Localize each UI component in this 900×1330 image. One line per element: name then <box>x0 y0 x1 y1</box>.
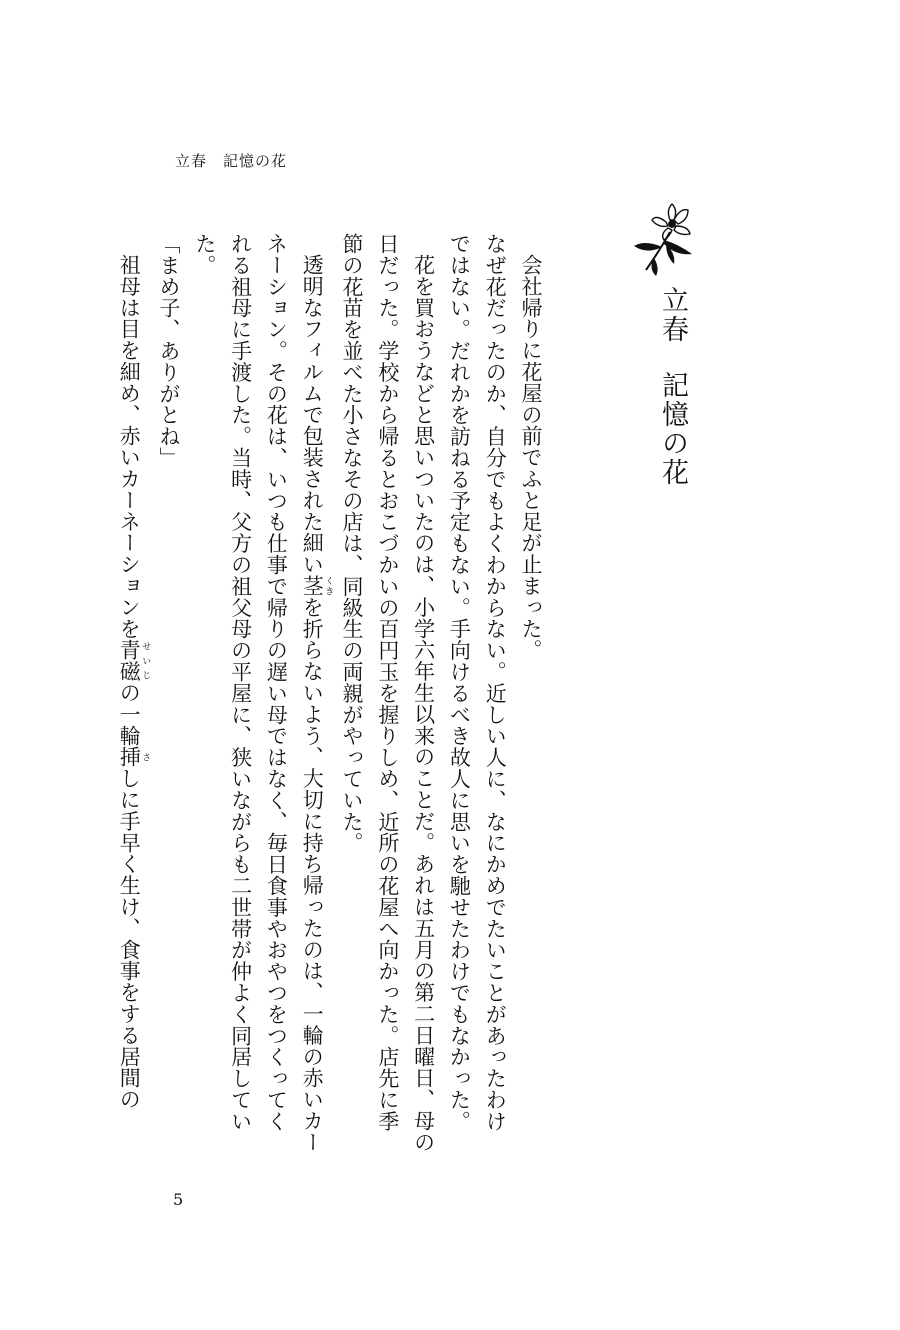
paragraph-4 <box>186 233 333 1153</box>
paragraph-6 <box>110 233 150 1153</box>
chapter-season: 立春 <box>657 286 688 344</box>
running-header: 立春 記憶の花 <box>175 152 288 170</box>
ruby-sa-reading: さ <box>140 746 151 768</box>
paragraph-2: なぜ花だったのか、自分でもよくわからない。近しい人に、なにかめでたいことがあったわけではない。だれかを訪ねる予定もない。手向けるべき故人に思いを馳せたわけでもなかった。 <box>447 233 508 1132</box>
paragraph-1: 会社帰りに花屋の前でふと足が止まった。 <box>519 254 543 661</box>
paragraph-5: 「まめ子、ありがとね」 <box>157 233 182 469</box>
body-text <box>98 233 548 1153</box>
p4-text-a: 透明なフィルムで包装された細い <box>300 254 325 575</box>
ruby-kuki <box>300 575 334 597</box>
chapter-title <box>659 286 686 487</box>
chapter-title-text: 記憶の花 <box>657 371 688 487</box>
ruby-seiji-reading: せいじ <box>140 639 151 682</box>
ruby-kuki-base: 茎 <box>300 575 325 597</box>
ruby-sa-base: 挿 <box>117 746 142 768</box>
p6-text-a: 祖母は目を細め、赤いカーネーションを <box>117 254 142 640</box>
p4-text-b: を折らないよう、大切に持ち帰ったのは、一輪の赤いカーネーション。その花は、いつも仕事で帰りの遅い母ではなく、毎日食事やおやつをつくってくれる祖母に手渡した。当時、父方の祖父母の平屋に、狭いながらも二世帯が仲よく同居していた。 <box>192 233 325 1153</box>
paragraph-3: 花を買おうなどと思いついたのは、小学六年生以来のことだ。あれは五月の第二日曜日、母の日だった。学校から帰るとおこづかいの百円玉を握りしめ、近所の花屋へ向かった。店先に季節の花苗を並べた小さなその店は、同級生の両親がやっていた。 <box>340 233 436 1153</box>
ruby-sa <box>117 746 151 768</box>
flower-icon <box>630 198 702 276</box>
ruby-seiji <box>117 639 151 683</box>
p6-text-b: の一輪 <box>117 682 142 747</box>
page-number: 5 <box>173 1190 184 1209</box>
ruby-seiji-base: 青磁 <box>117 639 142 683</box>
ruby-kuki-reading: くき <box>323 575 334 597</box>
p6-text-c: しに手早く生け、食事をする居間の <box>117 767 142 1111</box>
